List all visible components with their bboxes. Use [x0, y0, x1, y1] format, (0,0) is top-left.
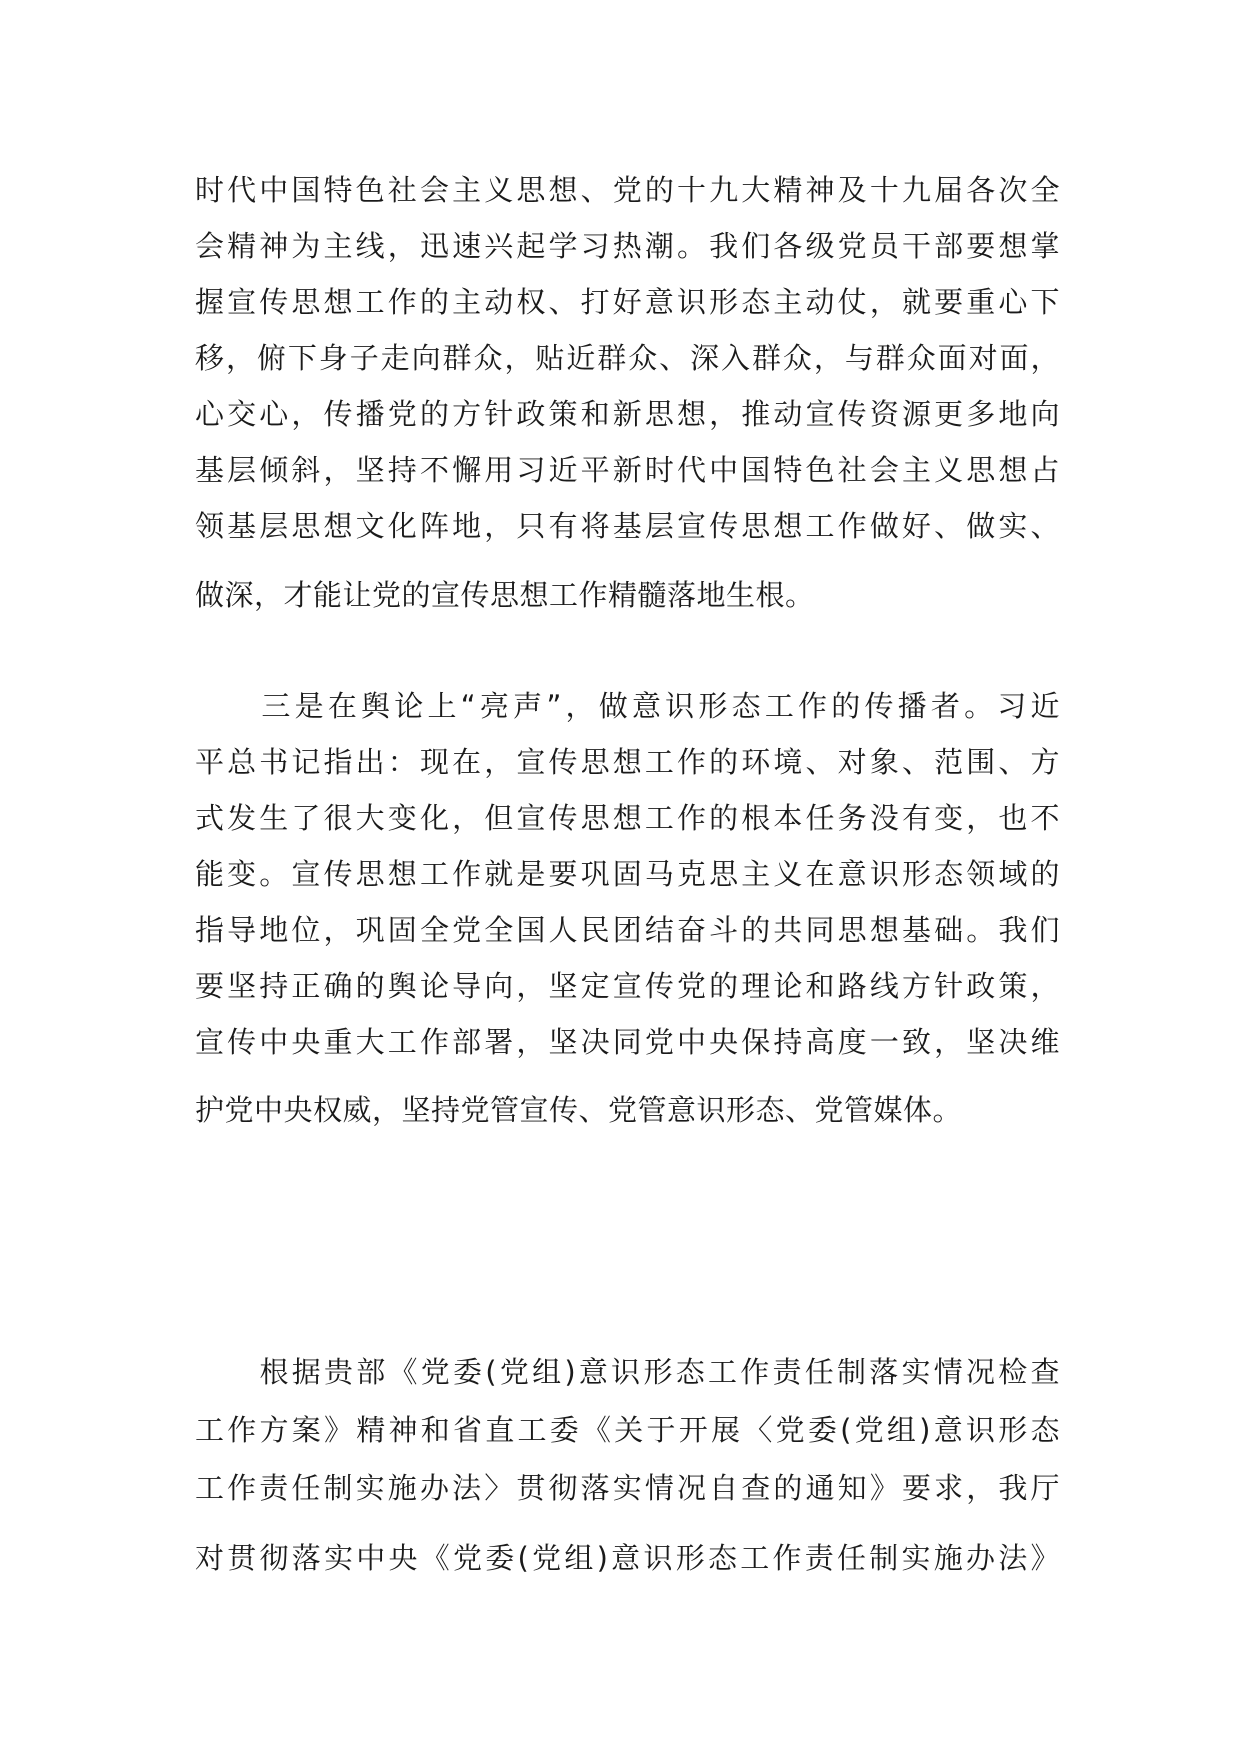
paragraph-3-line-1: 根据贵部《党委(党组)意识形态工作责任制落实情况检查: [195, 1355, 1060, 1389]
paragraph-3-line-2: 工作方案》精神和省直工委《关于开展〈党委(党组)意识形态: [195, 1413, 1060, 1447]
paragraph-2-line-8: 护党中央权威，坚持党管宣传、党管意识形态、党管媒体。: [195, 1093, 963, 1127]
paragraph-3-line-4: 对贯彻落实中央《党委(党组)意识形态工作责任制实施办法》: [195, 1541, 1060, 1575]
paragraph-1-line-6: 基层倾斜，坚持不懈用习近平新时代中国特色社会主义思想占: [195, 453, 1060, 487]
paragraph-1-line-8: 做深，才能让党的宣传思想工作精髓落地生根。: [195, 578, 815, 612]
paragraph-2-line-2: 平总书记指出：现在，宣传思想工作的环境、对象、范围、方: [195, 745, 1060, 779]
paragraph-1-line-1: 时代中国特色社会主义思想、党的十九大精神及十九届各次全: [195, 173, 1060, 207]
paragraph-2-line-5: 指导地位，巩固全党全国人民团结奋斗的共同思想基础。我们: [195, 913, 1060, 947]
paragraph-1-line-5: 心交心，传播党的方针政策和新思想，推动宣传资源更多地向: [195, 397, 1060, 431]
paragraph-2-line-4: 能变。宣传思想工作就是要巩固马克思主义在意识形态领域的: [195, 857, 1060, 891]
paragraph-2-line-7: 宣传中央重大工作部署，坚决同党中央保持高度一致，坚决维: [195, 1025, 1060, 1059]
paragraph-2-line-6: 要坚持正确的舆论导向，坚定宣传党的理论和路线方针政策，: [195, 969, 1060, 1003]
paragraph-2-line-1: 三是在舆论上“亮声”，做意识形态工作的传播者。习近: [195, 689, 1060, 723]
paragraph-3-line-3: 工作责任制实施办法〉贯彻落实情况自查的通知》要求，我厅: [195, 1471, 1060, 1505]
paragraph-1-line-7: 领基层思想文化阵地，只有将基层宣传思想工作做好、做实、: [195, 509, 1060, 543]
paragraph-1-line-3: 握宣传思想工作的主动权、打好意识形态主动仗，就要重心下: [195, 285, 1060, 319]
paragraph-1-line-4: 移，俯下身子走向群众，贴近群众、深入群众，与群众面对面，: [195, 341, 1060, 375]
paragraph-1-line-2: 会精神为主线，迅速兴起学习热潮。我们各级党员干部要想掌: [195, 229, 1060, 263]
paragraph-2-line-3: 式发生了很大变化，但宣传思想工作的根本任务没有变，也不: [195, 801, 1060, 835]
